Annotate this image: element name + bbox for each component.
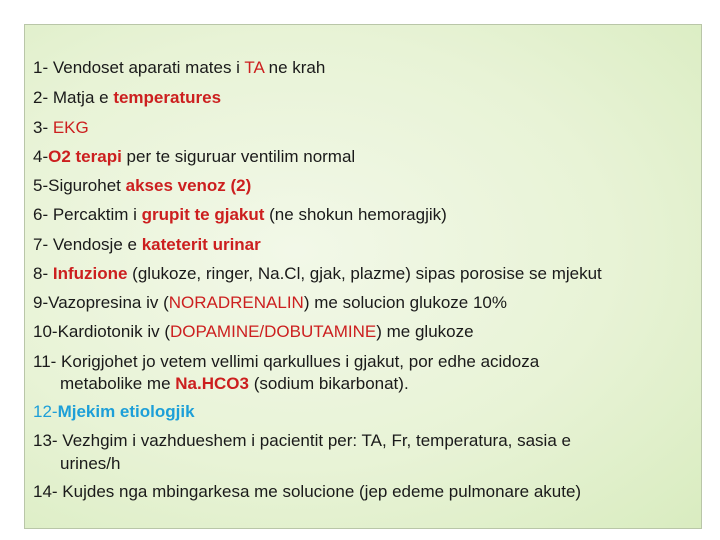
list-item: 11- Korigjohet jo vetem vellimi qarkullues i gjakut, por edhe acidoza bbox=[33, 352, 540, 371]
list-item: 4-O2 terapi per te siguruar ventilim normal bbox=[33, 147, 356, 166]
list-item: 12-Mjekim etiologjik bbox=[33, 402, 195, 421]
list-item-continuation: urines/h bbox=[60, 454, 121, 473]
list-item: 5-Sigurohet akses venoz (2) bbox=[33, 176, 252, 195]
list-item: 13- Vezhgim i vazhdueshem i pacientit per: TA, Fr, temperatura, sasia e bbox=[33, 431, 571, 450]
list-item: 9-Vazopresina iv (NORADRENALIN) me solucion glukoze 10% bbox=[33, 293, 508, 312]
list-item: 8- Infuzione (glukoze, ringer, Na.Cl, gjak, plazme) sipas porosise se mjekut bbox=[33, 264, 602, 283]
list-item: 6- Percaktim i grupit te gjakut (ne shokun hemoragjik) bbox=[33, 205, 447, 224]
list-item: 10-Kardiotonik iv (DOPAMINE/DOBUTAMINE) me glukoze bbox=[33, 322, 474, 341]
list-item: 7- Vendosje e kateterit urinar bbox=[33, 235, 261, 254]
list-item: 14- Kujdes nga mbingarkesa me solucione (jep edeme pulmonare akute) bbox=[33, 482, 582, 501]
list-item-continuation: metabolike me Na.HCO3 (sodium bikarbonat). bbox=[60, 374, 409, 393]
list-item: 1- Vendoset aparati mates i TA ne krah bbox=[33, 58, 326, 77]
list-item: 2- Matja e temperatures bbox=[33, 88, 222, 107]
list-item: 3- EKG bbox=[33, 118, 89, 137]
slide-content-box bbox=[24, 24, 702, 529]
